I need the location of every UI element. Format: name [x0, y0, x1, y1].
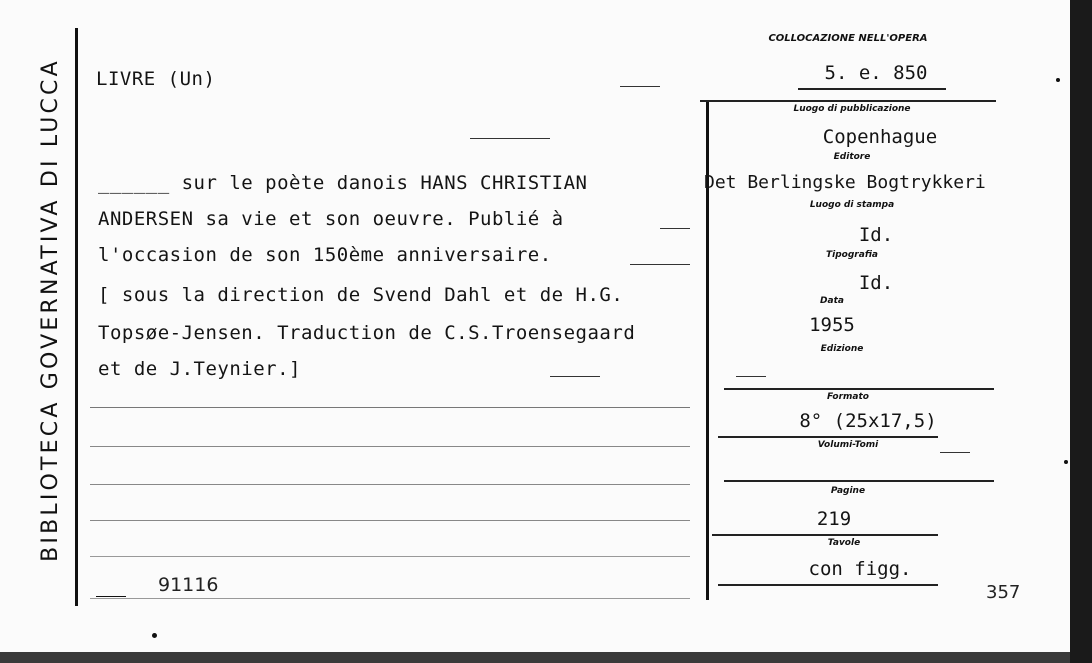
- card-right-edge: [1070, 0, 1092, 663]
- library-stamp: BIBLIOTECA GOVERNATIVA DI LUCCA: [38, 58, 63, 562]
- volumes-dash: [940, 452, 970, 453]
- edition-dash: [736, 376, 766, 377]
- title-line-1: ______ sur le poète danois HANS CHRISTIAN: [98, 172, 588, 194]
- title-line-5: Topsøe-Jensen. Traduction de C.S.Troensegaard: [98, 322, 636, 344]
- collocation-underline: [798, 88, 946, 90]
- left-margin-rule: [75, 28, 78, 606]
- printer-label: Tipografia: [826, 250, 878, 260]
- collocation-value: 5. e. 850: [824, 62, 928, 84]
- inventory-number: 91116: [158, 574, 219, 596]
- blank-dash-1: [470, 138, 550, 139]
- card-bottom-edge: [0, 652, 1070, 663]
- card-heading: LIVRE (Un): [96, 68, 216, 90]
- inventory-dash: [96, 596, 126, 597]
- corner-number: 357: [986, 582, 1021, 603]
- ruled-line-4: [90, 520, 690, 521]
- publisher-label: Editore: [833, 152, 871, 162]
- ink-speck-3: [1064, 460, 1068, 464]
- print-place-label: Luogo di stampa: [809, 200, 895, 210]
- heading-dash: [620, 86, 660, 87]
- pages-value: 219: [816, 508, 852, 530]
- plates-value: con figg.: [808, 558, 912, 580]
- pages-label: Pagine: [830, 486, 866, 496]
- date-value: 1955: [809, 314, 855, 336]
- fill-dash-6: [550, 376, 600, 377]
- place-label: Luogo di pubblicazione: [793, 104, 911, 114]
- print-place-value: Id.: [858, 224, 894, 246]
- title-line-2: ANDERSEN sa vie et son oeuvre. Publié à: [98, 208, 564, 230]
- collocation-label: COLLOCAZIONE NELL'OPERA: [768, 33, 928, 44]
- title-line-3: l'occasion de son 150ème anniversaire.: [98, 244, 552, 266]
- volumes-label: Volumi-Tomi: [817, 440, 879, 450]
- date-label: Data: [820, 296, 844, 306]
- pages-rule-top: [724, 480, 994, 482]
- plates-rule: [718, 584, 938, 586]
- format-rule-bottom: [718, 436, 938, 438]
- format-rule-top: [724, 388, 994, 390]
- publisher-value: Det Berlingske Bogtrykkeri: [704, 172, 986, 193]
- plates-label: Tavole: [827, 538, 861, 548]
- pages-rule-bottom: [712, 534, 938, 536]
- ink-speck-2: [1056, 78, 1060, 82]
- ruled-line-6: [90, 598, 690, 599]
- format-label: Formato: [826, 392, 869, 402]
- printer-value: Id.: [858, 272, 894, 294]
- edition-label: Edizione: [820, 344, 864, 354]
- ruled-line-3: [90, 484, 690, 485]
- ink-speck-1: [152, 633, 157, 638]
- ruled-line-5: [90, 556, 690, 557]
- ruled-line-1: [90, 407, 690, 408]
- title-line-6: et de J.Teynier.]: [98, 358, 301, 380]
- fill-dash-2: [660, 228, 690, 229]
- fill-dash-3: [630, 264, 690, 265]
- title-line-4: [ sous la direction de Svend Dahl et de H.G.: [98, 284, 624, 306]
- ruled-line-2: [90, 446, 690, 447]
- top-rule: [700, 100, 996, 102]
- format-value: 8° (25x17,5): [799, 410, 937, 432]
- place-value: Copenhague: [822, 126, 938, 148]
